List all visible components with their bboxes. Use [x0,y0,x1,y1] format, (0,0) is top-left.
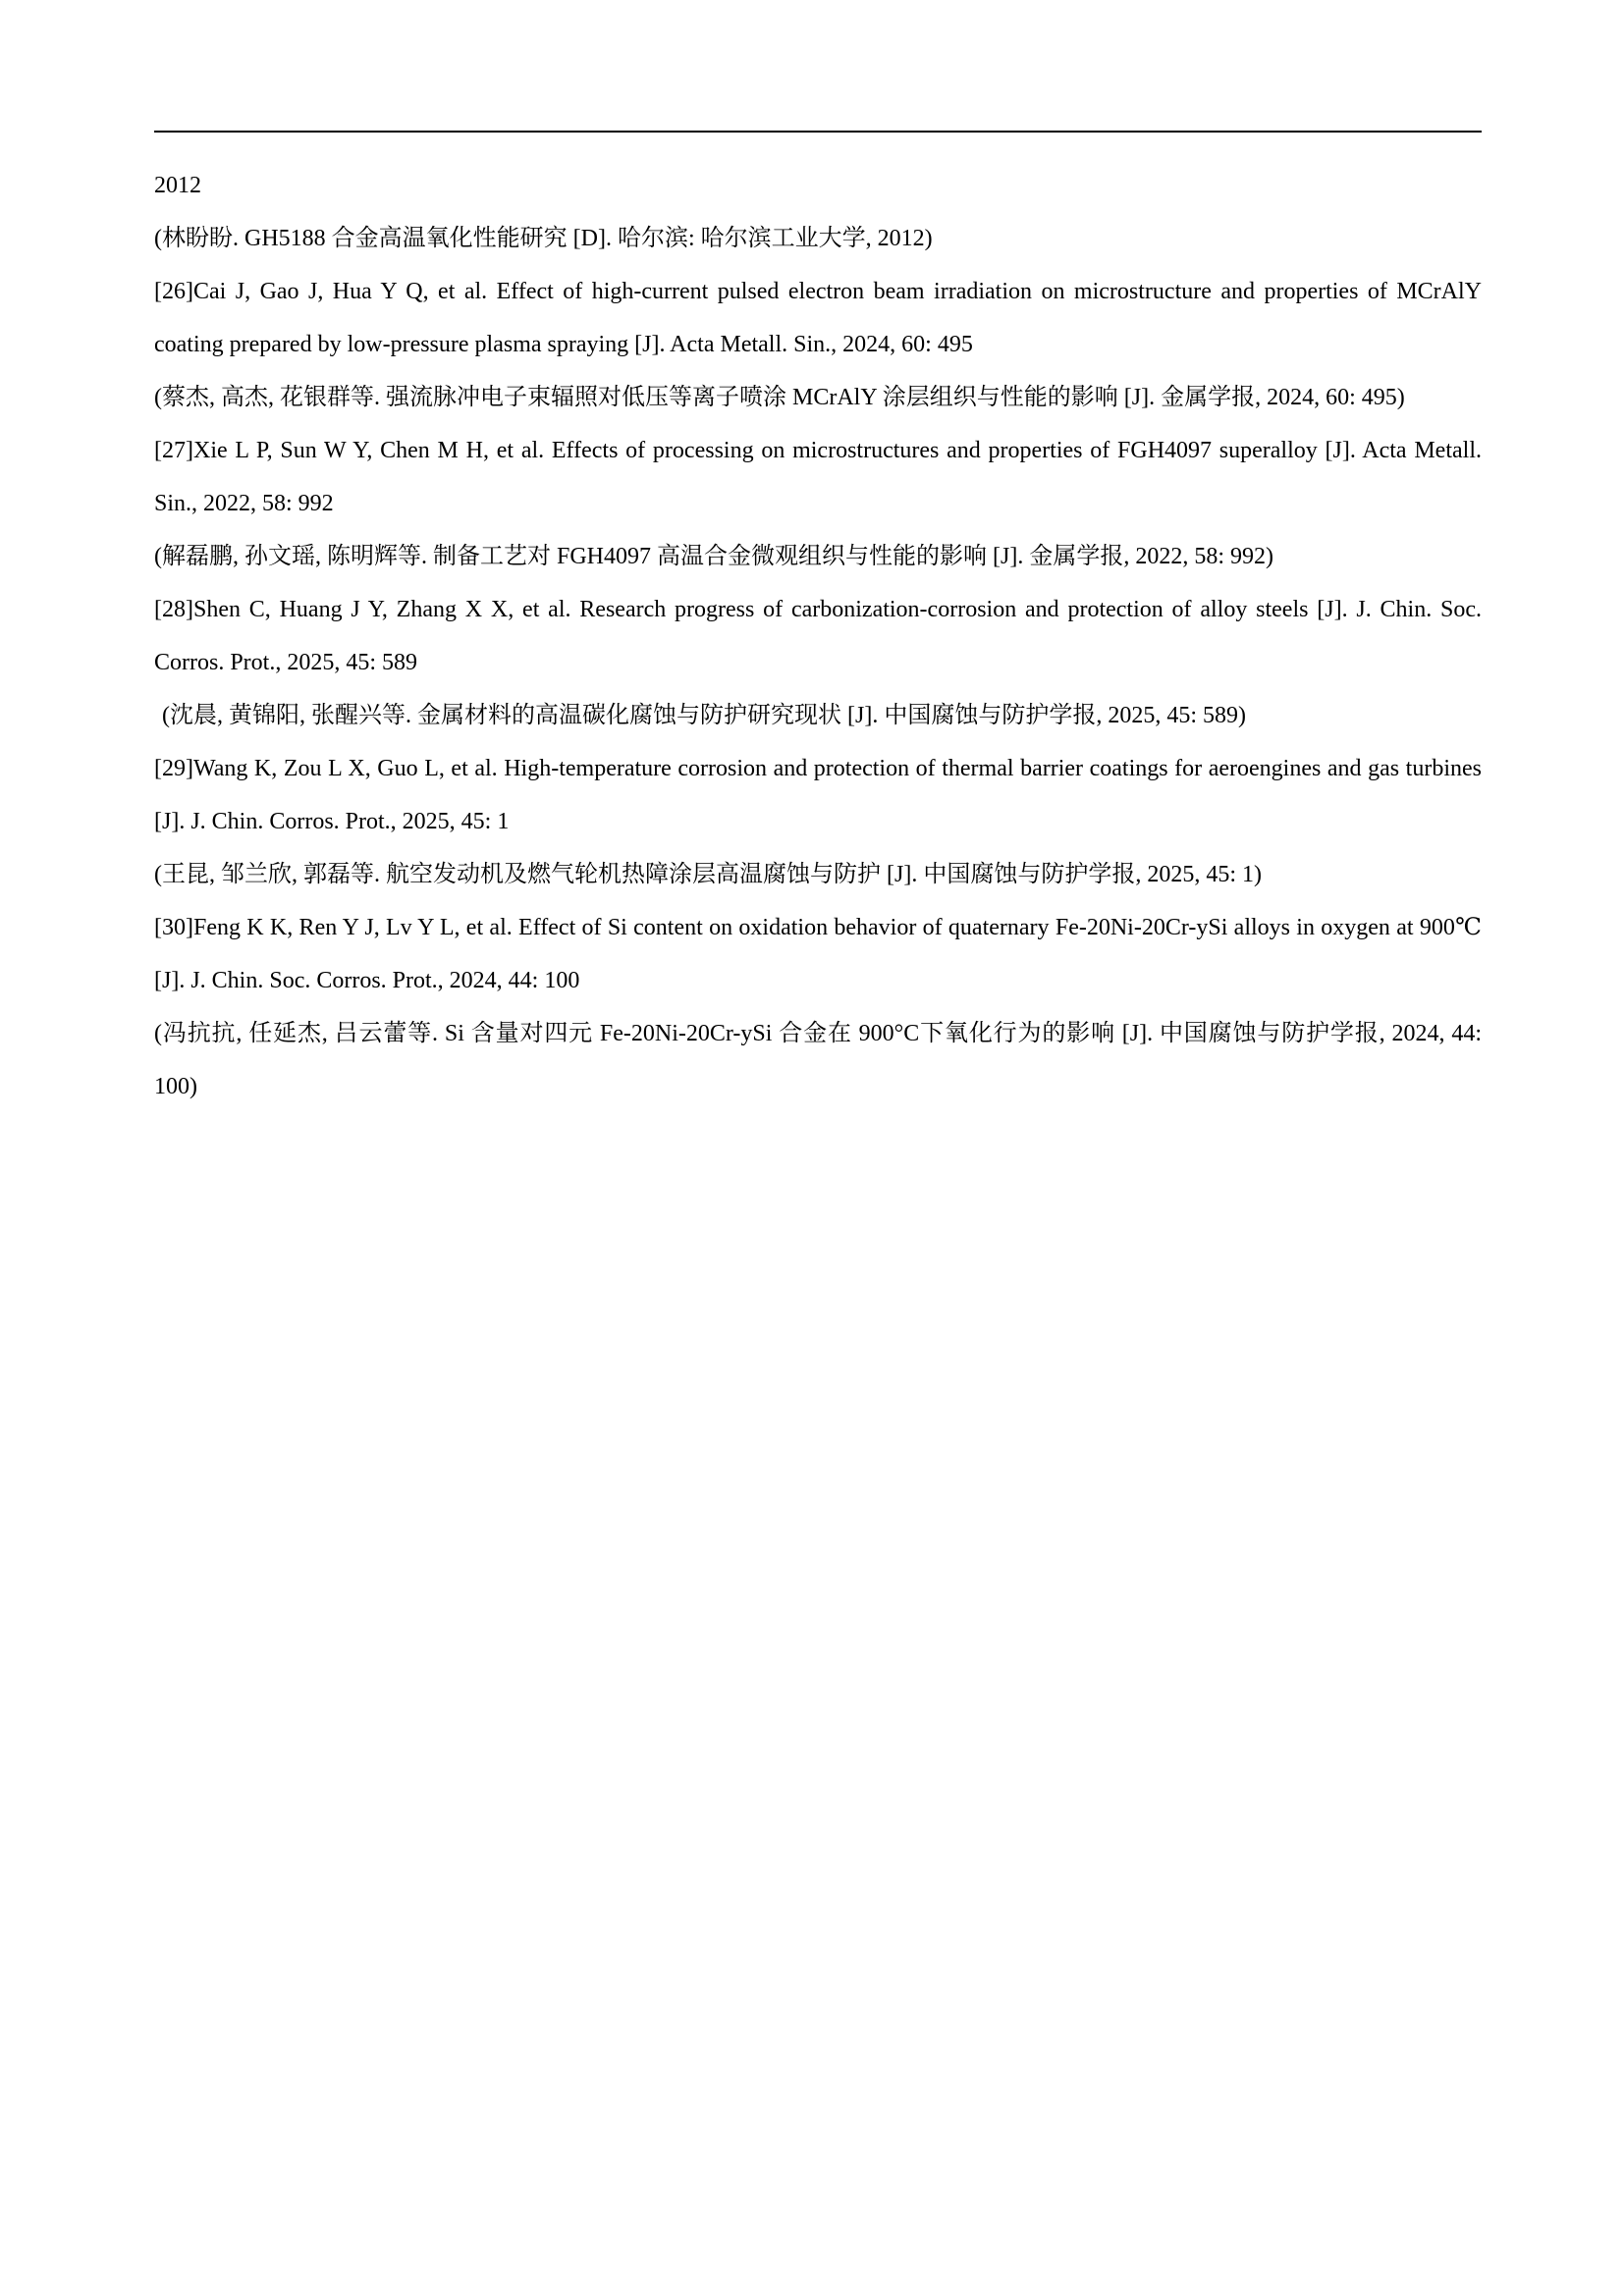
ref-29-translation: (王昆, 邹兰欣, 郭磊等. 航空发动机及燃气轮机热障涂层高温腐蚀与防护 [J]. 中国腐蚀与防护学报, 2025, 45: 1) [154,862,1262,887]
ref-continuation-2012: 2012 [154,173,201,198]
ref-26-translation: (蔡杰, 高杰, 花银群等. 强流脉冲电子束辐照对低压等离子喷涂 MCrAlY 涂层组织与性能的影响 [J]. 金属学报, 2024, 60: 495) [154,385,1405,410]
ref-29: [29]Wang K, Zou L X, Guo L, et al. High-temperature corrosion and protection of thermal barrier coatings for aeroengines and gas turbines [J]. J. Chin. Corros. Prot., 2025, 45: 1 [154,756,1482,834]
ref-30: [30]Feng K K, Ren Y J, Lv Y L, et al. Effect of Si content on oxidation behavior of quaternary Fe-20Ni-20Cr-ySi alloys in oxygen at 900℃ [J]. J. Chin. Soc. Corros. Prot., 2024, 44: 100 [154,915,1482,993]
ref-28-translation: (沈晨, 黄锦阳, 张醒兴等. 金属材料的高温碳化腐蚀与防护研究现状 [J]. 中国腐蚀与防护学报, 2025, 45: 589) [162,703,1246,728]
ref-27-translation: (解磊鹏, 孙文瑶, 陈明辉等. 制备工艺对 FGH4097 高温合金微观组织与性能的影响 [J]. 金属学报, 2022, 58: 992) [154,544,1273,569]
ref-30-translation: (冯抗抗, 任延杰, 吕云蕾等. Si 含量对四元 Fe-20Ni-20Cr-ySi 合金在 900°C下氧化行为的影响 [J]. 中国腐蚀与防护学报, 2024, 44: 100) [154,1021,1482,1099]
ref-25-translation: (林盼盼. GH5188 合金高温氧化性能研究 [D]. 哈尔滨: 哈尔滨工业大学, 2012) [154,226,933,251]
ref-27: [27]Xie L P, Sun W Y, Chen M H, et al. Effects of processing on microstructures and properties of FGH4097 superalloy [J]. Acta Metall. Sin., 2022, 58: 992 [154,438,1482,516]
header-rule [154,131,1482,133]
reference-list [154,159,1482,1113]
ref-26: [26]Cai J, Gao J, Hua Y Q, et al. Effect of high-current pulsed electron beam irradiation on microstructure and properties of MCrAlY coating prepared by low-pressure plasma spraying [J]. Acta Metall. Sin., 2024, 60: 495 [154,279,1482,357]
ref-28: [28]Shen C, Huang J Y, Zhang X X, et al. Research progress of carbonization-corrosion and protection of alloy steels [J]. J. Chin. Soc. Corros. Prot., 2025, 45: 589 [154,597,1482,675]
